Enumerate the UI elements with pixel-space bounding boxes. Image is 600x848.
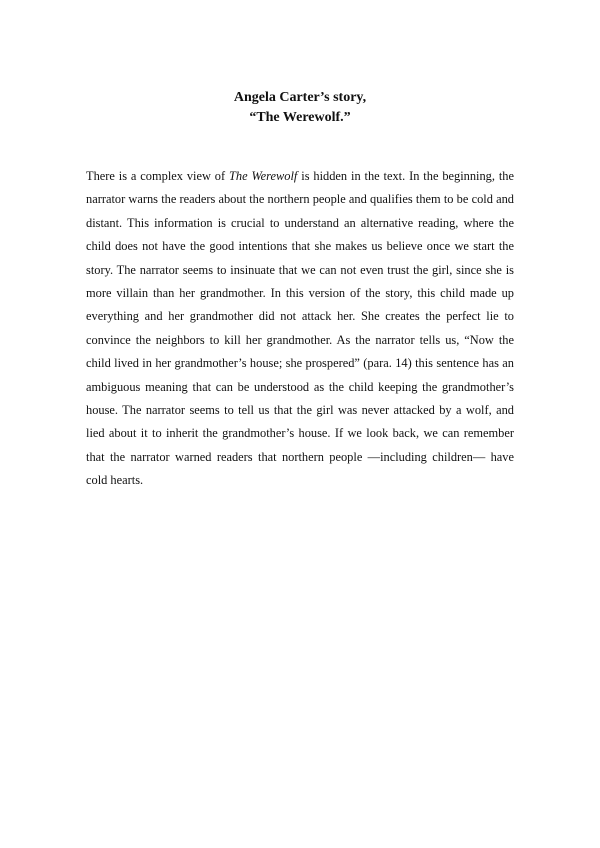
body-paragraph [86, 165, 514, 493]
title-line-2: “The Werewolf.” [249, 110, 351, 125]
paragraph-intro: There is a complex view of [86, 169, 230, 183]
document-title [0, 88, 600, 128]
paragraph-body: is hidden in the text. In the beginning, the narrator warns the readers about the northern people and qualifies them to be cold and distant. This information is crucial to understand an alternative reading, where the child does not have the good intentions that she makes us believe once we start the story. The narrator seems to insinuate that we can not even trust the girl, since she is more villain than her grandmother. In this version of the story, this child made up everything and her grandmother did not attack her. She creates the perfect lie to convince the neighbors to kill her grandmother. As the narrator tells us, “Now the child lived in her grandmother’s house; she prospered” (para. 14) this sentence has an ambiguous meaning that can be understood as the child keeping the grandmother’s house. The narrator seems to tell us that the girl was never attacked by a wolf, and lied about it to inherit the grandmother’s house. If we look back, we can remember that the narrator warned readers that northern people —including children— have cold hearts. [86, 169, 514, 488]
title-line-1: Angela Carter’s story, [233, 90, 367, 105]
italic-work-title: The Werewolf [229, 169, 298, 183]
